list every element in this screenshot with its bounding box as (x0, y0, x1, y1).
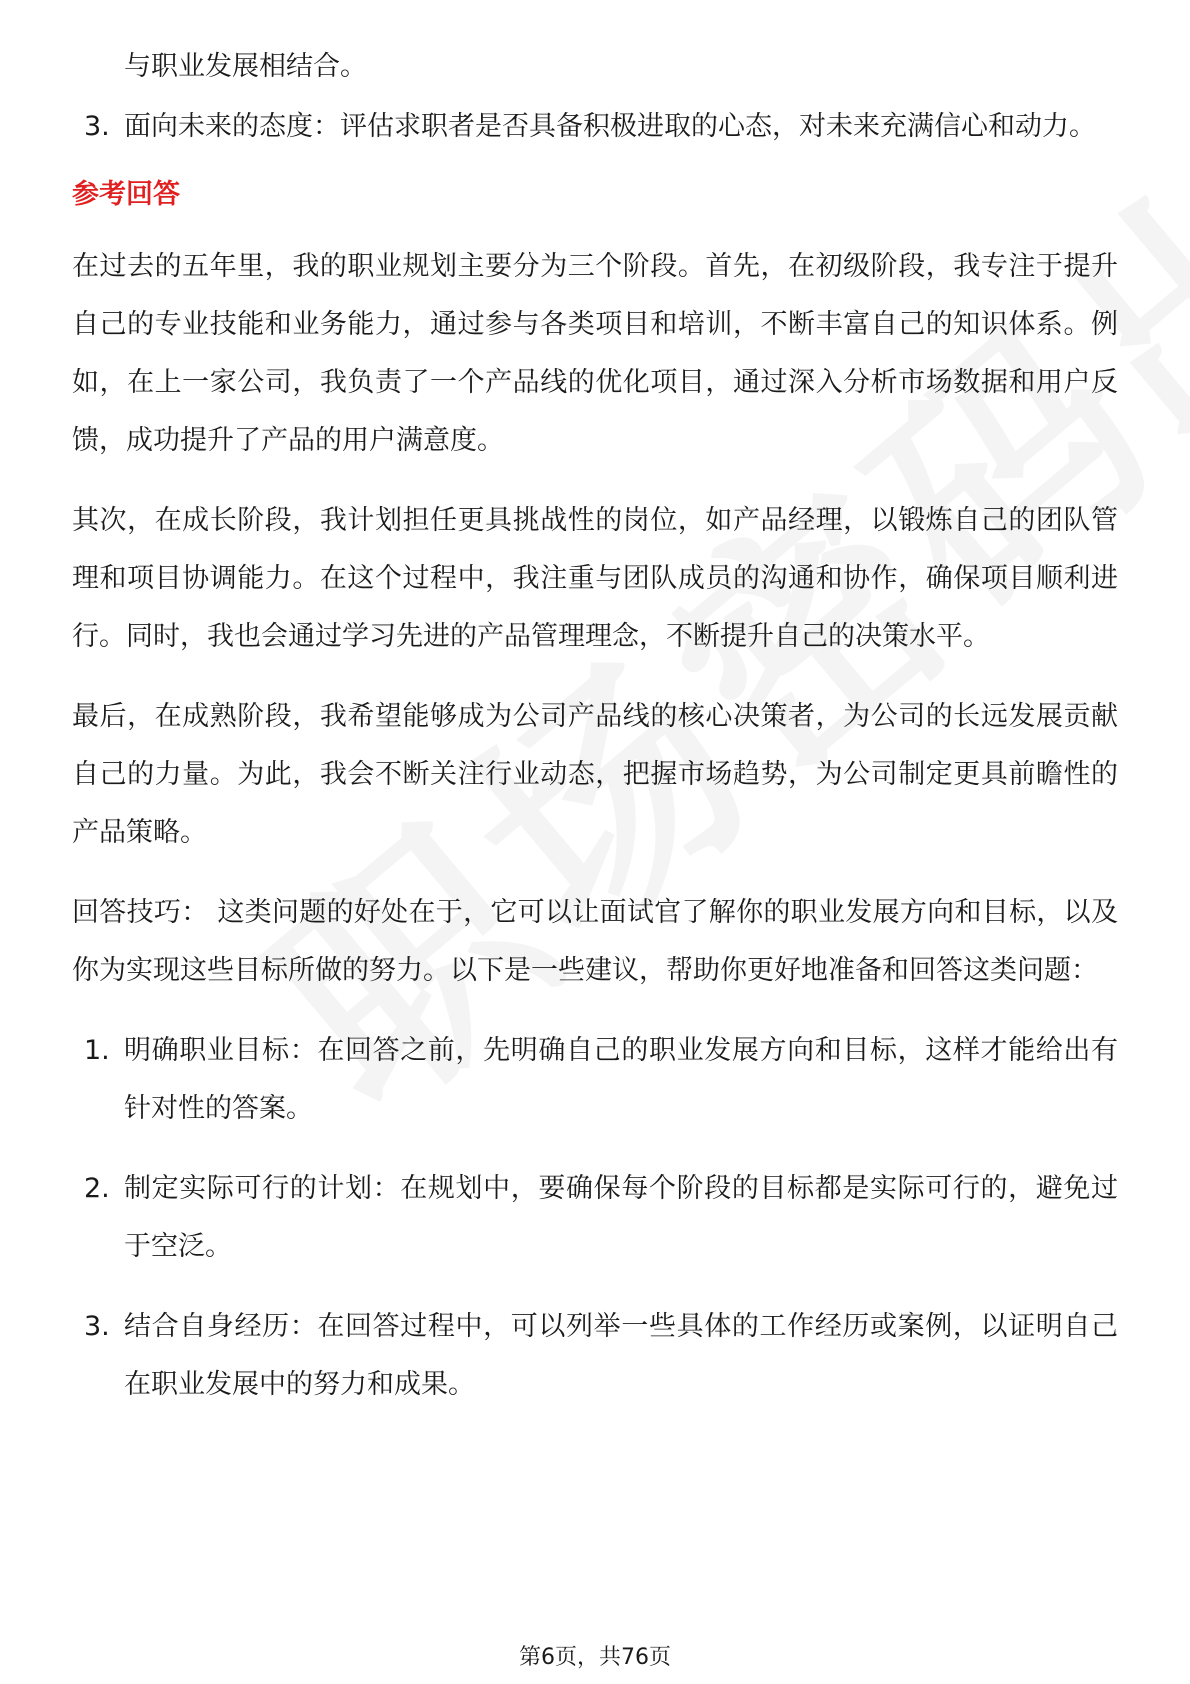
answer-paragraph: 其次，在成长阶段，我计划担任更具挑战性的岗位，如产品经理，以锻炼自己的团队管理和项目协调能力。在这个过程中，我注重与团队成员的沟通和协作，确保项目顺利进行。同时，我也会通过学习先进的产品管理理念，不断提升自己的决策水平。 (72, 505, 1118, 652)
list-number: 1. (84, 1035, 110, 1066)
criteria-list-item (72, 98, 1118, 156)
tip-list-item (72, 1160, 1118, 1276)
continued-list-text: 与职业发展相结合。 (124, 51, 367, 82)
answer-paragraph: 最后，在成熟阶段，我希望能够成为公司产品线的核心决策者，为公司的长远发展贡献自己的力量。为此，我会不断关注行业动态，把握市场趋势，为公司制定更具前瞻性的产品策略。 (72, 701, 1118, 848)
answer-paragraph: 在过去的五年里，我的职业规划主要分为三个阶段。首先，在初级阶段，我专注于提升自己的专业技能和业务能力，通过参与各类项目和培训，不断丰富自己的知识体系。例如，在上一家公司，我负责了一个产品线的优化项目，通过深入分析市场数据和用户反馈，成功提升了产品的用户满意度。 (72, 251, 1118, 456)
list-item-text: 制定实际可行的计划：在规划中，要确保每个阶段的目标都是实际可行的，避免过于空泛。 (124, 1173, 1118, 1262)
page-content (72, 38, 1118, 1414)
list-number: 3. (84, 111, 110, 142)
tip-list-item (72, 1298, 1118, 1414)
page-footer: 第6页，共76页 (519, 1645, 671, 1670)
list-item-text: 面向未来的态度：评估求职者是否具备积极进取的心态，对未来充满信心和动力。 (124, 111, 1096, 142)
list-number: 3. (84, 1311, 110, 1342)
tips-intro: 回答技巧： 这类问题的好处在于，它可以让面试官了解你的职业发展方向和目标，以及你为实现这些目标所做的努力。以下是一些建议，帮助你更好地准备和回答这类问题： (72, 897, 1118, 986)
list-item-text: 明确职业目标：在回答之前，先明确自己的职业发展方向和目标，这样才能给出有针对性的答案。 (124, 1035, 1118, 1124)
reference-answer-heading: 参考回答 (72, 179, 180, 210)
list-item-text: 结合自身经历：在回答过程中，可以列举一些具体的工作经历或案例，以证明自己在职业发展中的努力和成果。 (124, 1311, 1118, 1400)
tip-list-item (72, 1022, 1118, 1138)
list-number: 2. (84, 1173, 110, 1204)
